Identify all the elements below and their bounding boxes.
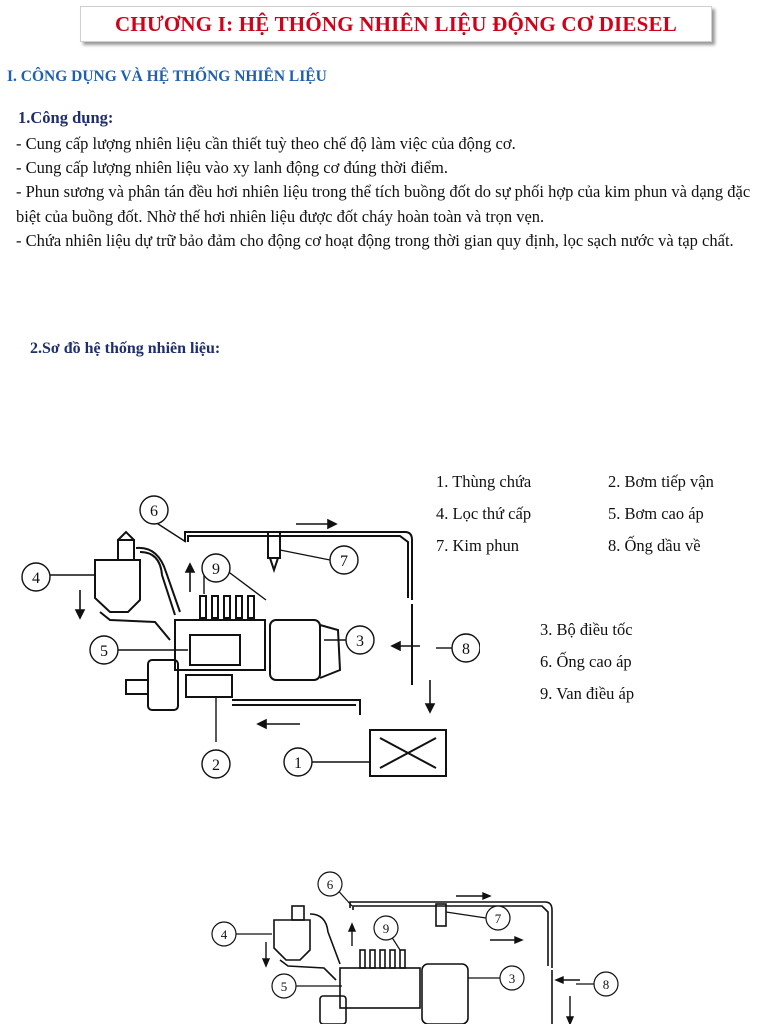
purpose-line: - Cung cấp lượng nhiên liệu vào xy lanh động cơ đúng thời điểm. <box>16 158 448 178</box>
section-heading: I. CÔNG DỤNG VÀ HỆ THỐNG NHIÊN LIỆU <box>7 68 327 85</box>
purpose-line: - Phun sương và phân tán đều hơi nhiên liệu trong thể tích buồng đốt do sự phối hợp của kim phun và dạng đặc biệt của buồng đốt. Nhờ thế hơi nhiên liệu được đốt cháy hoàn toàn và trọn vẹn. <box>16 182 751 226</box>
callout-label: 7 <box>340 553 348 570</box>
legend-item-1: 1. Thùng chứa <box>436 472 532 491</box>
callout-label: 1 <box>294 755 302 772</box>
callout-label: 6 <box>150 503 158 520</box>
callout-label: 4 <box>32 570 40 587</box>
legend-item-6: 6. Ống cao áp <box>540 652 632 671</box>
purpose-heading: 1.Công dụng: <box>18 108 114 127</box>
callout-label: 7 <box>494 911 502 926</box>
callout-label: 5 <box>100 643 108 660</box>
fuel-system-diagram <box>0 480 480 800</box>
callout-label: 4 <box>220 927 228 942</box>
legend-item-5: 5. Bơm cao áp <box>608 504 704 523</box>
legend-item-2: 2. Bơm tiếp vận <box>608 472 714 491</box>
legend-item-3: 3. Bộ điều tốc <box>540 620 633 639</box>
callout-label: 8 <box>602 977 610 992</box>
fuel-system-diagram-small <box>200 868 640 1024</box>
chapter-banner <box>80 6 712 42</box>
legend-item-7: 7. Kim phun <box>436 536 519 555</box>
diagram-heading: 2.Sơ đồ hệ thống nhiên liệu: <box>30 340 221 357</box>
callout-label: 6 <box>326 877 334 892</box>
legend-item-8: 8. Ống dầu về <box>608 536 701 555</box>
callout-label: 9 <box>382 921 390 936</box>
legend-item-9: 9. Van điều áp <box>540 684 635 703</box>
callout-label: 3 <box>508 971 516 986</box>
callout-label: 9 <box>212 561 220 578</box>
chapter-title: CHƯƠNG I: HỆ THỐNG NHIÊN LIỆU ĐỘNG CƠ DIESEL <box>115 11 677 36</box>
purpose-line: - Cung cấp lượng nhiên liệu cần thiết tuỳ theo chế độ làm việc của động cơ. <box>16 134 516 153</box>
purpose-line: - Chứa nhiên liệu dự trữ bảo đảm cho động cơ hoạt động trong thời gian quy định, lọc sạch nước và tạp chất. <box>16 230 734 250</box>
legend-item-4: 4. Lọc thứ cấp <box>436 504 532 523</box>
callout-label: 3 <box>356 633 364 650</box>
callout-label: 5 <box>280 979 288 994</box>
callout-label: 8 <box>462 641 470 658</box>
callout-label: 2 <box>212 757 220 774</box>
purpose-body <box>16 132 756 253</box>
